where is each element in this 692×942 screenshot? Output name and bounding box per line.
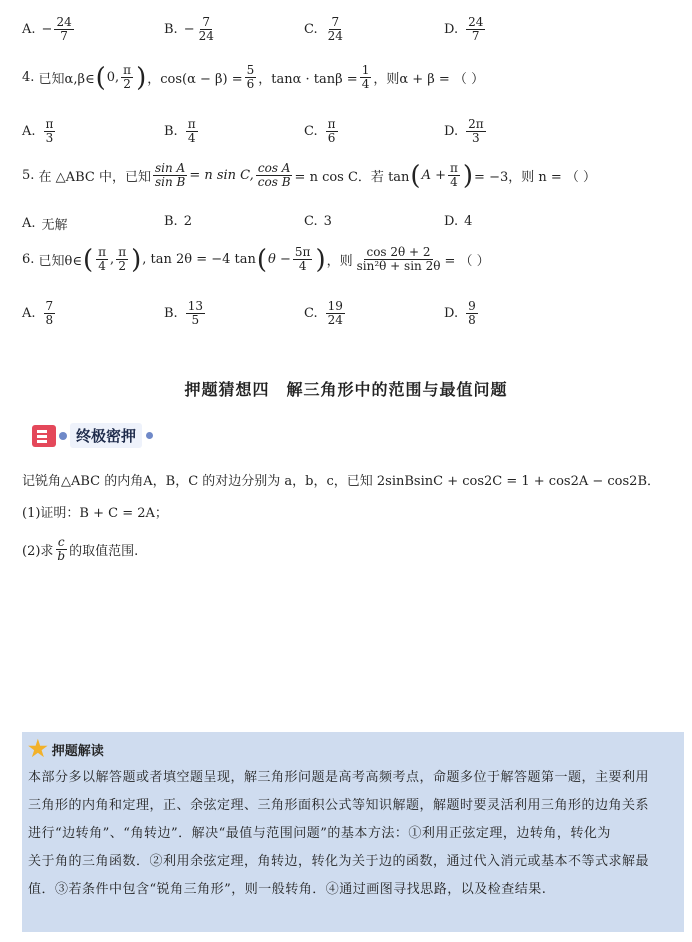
- final-prediction-badge: [32, 423, 153, 448]
- badge-label: 终极密押: [70, 423, 142, 448]
- q4-option-b: B. $\frac{\pi}{4}$: [164, 117, 196, 146]
- q5-stem: 5. 在 △ABC 中，已知 $\frac{\text{sin A}}{\text{sin B}}$ = n sin C, $\frac{\text{cos A}}{\text{cos B}}$ = n cos C．若 tan ( A + $\frac{\pi}{4}$ ) = −3，则 n = （ ）: [22, 160, 597, 191]
- q6-option-a: A. $\frac{7}{8}$: [22, 299, 54, 328]
- open-paren: (: [410, 160, 421, 191]
- analysis-body: [28, 764, 680, 904]
- analysis-line: 值．③若条件中包含“锐角三角形”，则一般转角．④通过画图寻找思路，以及检查结果.: [28, 882, 547, 897]
- q3-option-c: C. $\frac{7}{24}$: [304, 15, 343, 44]
- q5-option-c: C. 3: [304, 214, 332, 229]
- problem-part-2: (2)求 $\frac{c}{b}$ 的取值范围.: [22, 535, 139, 564]
- q5-option-a: A. 无解: [22, 216, 68, 233]
- problem-statement: 记锐角△ABC 的内角A，B，C 的对边分别为 a，b，c，已知 2sinBsinC + cos2C = 1 + cos2A − cos2B．: [22, 474, 661, 489]
- q3-option-d: D. $\frac{24}{7}$: [444, 15, 484, 44]
- analysis-line: 三角形的内角和定理，正、余弦定理、三角形面积公式等知识解题，解题时要灵活利用三角形的边角关系: [28, 798, 650, 813]
- q4-option-d: D. $\frac{2\pi}{3}$: [444, 117, 484, 146]
- q6-stem: 6. 已知θ∈ ( $\frac{\pi}{4}$ , $\frac{\pi}{2}$ ) , tan 2θ = −4 tan ( θ − $\frac{5\pi}{4}$ ) ，则 $\frac{\cos 2\theta + 2}{\text{sin²θ + sin 2θ}}$ = （ ）: [22, 244, 490, 275]
- q4-stem: 4. 已知α,β∈ ( 0, $\frac{\pi}{2}$ ) ，cos(α − β) = $\frac{5}{6}$ ，tanα · tanβ = $\frac{1}{4}$ ，则α + β = （ ）: [22, 62, 485, 93]
- analysis-line: 关于角的三角函数．②利用余弦定理，角转边，转化为关于边的函数，通过代入消元或基本不等式求解最: [28, 854, 650, 869]
- option-label: A.: [22, 22, 36, 38]
- section-title: 押题猜想四 解三角形中的范围与最值问题: [184, 380, 508, 399]
- star-icon: ★: [28, 736, 48, 762]
- analysis-box: [22, 732, 684, 932]
- close-paren: ): [131, 244, 142, 275]
- question-number: 4.: [22, 70, 35, 86]
- option-sign: −: [41, 22, 53, 38]
- q6-option-c: C. $\frac{19}{24}$: [304, 299, 343, 328]
- q6-option-d: D. $\frac{9}{8}$: [444, 299, 476, 328]
- close-paren: ): [462, 160, 474, 191]
- analysis-line: 进行“边转角”、“角转边”．解决“最值与范围问题”的基本方法：①利用正弦定理，边转角，转化为: [28, 826, 611, 841]
- open-paren: (: [83, 244, 94, 275]
- question-number: 6.: [22, 252, 35, 268]
- q4-option-c: C. $\frac{\pi}{6}$: [304, 117, 336, 146]
- dot-icon: [146, 432, 153, 439]
- option-fraction: $\frac{24}{7}$: [56, 15, 72, 44]
- list-icon: [32, 425, 56, 447]
- problem-part-1: (1)证明：B + C = 2A；: [22, 506, 168, 521]
- open-paren: (: [95, 62, 106, 93]
- q3-option-a: [22, 16, 76, 43]
- q5-option-b: B. 2: [164, 214, 192, 229]
- close-paren: ): [136, 62, 147, 93]
- q3-option-b: B. − $\frac{7}{24}$: [164, 15, 214, 44]
- question-number: 5.: [22, 168, 35, 184]
- q5-option-d: D. 4: [444, 214, 473, 229]
- q4-option-a: A. $\frac{\pi}{3}$: [22, 117, 54, 146]
- dot-icon: [59, 432, 67, 440]
- q6-option-b: B. $\frac{13}{5}$: [164, 299, 203, 328]
- analysis-heading: [28, 736, 104, 762]
- analysis-title: 押题解读: [51, 743, 104, 759]
- analysis-line: 本部分多以解答题或者填空题呈现，解三角形问题是高考高频考点，命题多位于解答题第一题，主要利用: [28, 770, 650, 785]
